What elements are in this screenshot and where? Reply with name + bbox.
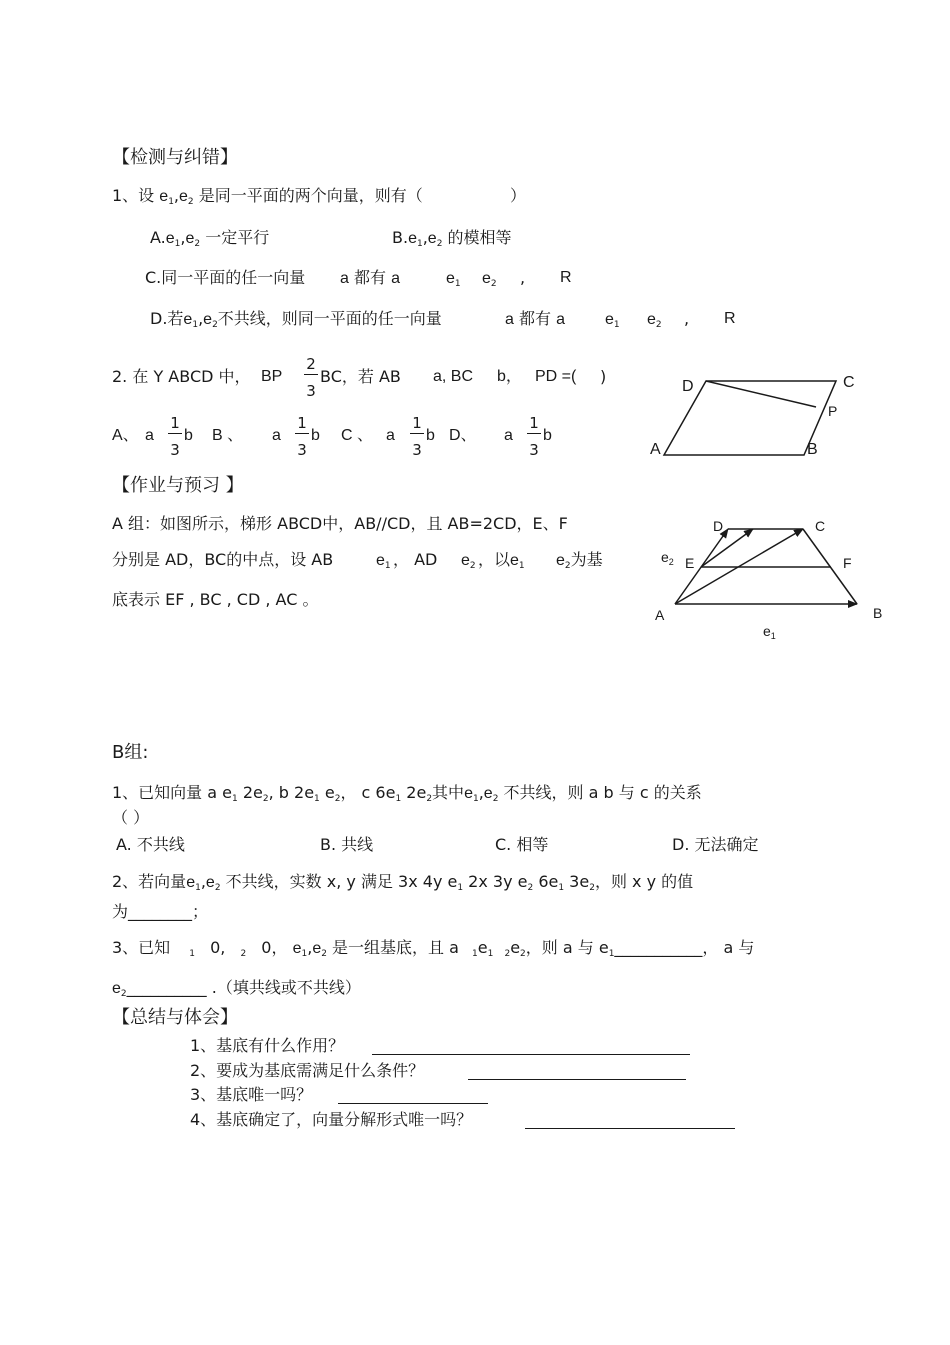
q1-stem-text: 是同一平面的两个向量，则有（ [198,186,423,205]
b-q2-e1-sub: 1 [195,883,201,893]
q1-option-b-e1: e [408,230,417,247]
group-a-e2-sub: 2 [469,561,476,571]
b-q3-line2-e: e [112,980,121,997]
b-q3-coef1-sub: 1 [472,949,478,959]
b-q1-prefix: 1、已知向量 a e [112,783,233,802]
b-q1-option-d: D. 无法确定 [672,835,759,854]
b-q2-sub-c: 1 [558,883,565,893]
b-q3-blank1[interactable]: ___________， a 与 [614,938,755,957]
q1-e2-sub: 2 [187,197,194,207]
q2-frac-bar [304,374,318,375]
point-label-p: P [828,403,838,419]
q1-option-a-label: A. [150,228,166,247]
q2-option-d-label: D、 [449,427,477,444]
q1-option-d-text: 不共线，则同一平面的任一向量 [217,309,442,328]
q1-option-d-vector [505,309,565,330]
q2-option-b-b: b [311,427,320,444]
point-label-e: E [685,555,695,571]
q2-option-a-a: a [145,427,154,444]
q1-option-c-e1-sub: 1 [454,279,461,289]
b-q3-line2-e-sub: 2 [120,989,127,999]
q1-sep: , [173,186,180,205]
q1-option-a-e1-sub: 1 [174,239,181,249]
q1-close-paren: ） [510,186,527,205]
q1-option-c [145,268,305,288]
q2-option-d-num: 1 [529,414,539,432]
q1-option-b-sep: , [422,228,428,247]
b-q2-sub-a: 1 [457,883,464,893]
b-q1-sub5: 1 [395,794,402,804]
vertex-label-d2: D [713,518,724,534]
q2-b: b， [497,368,522,385]
q1-option-b-e1-sub: 1 [416,239,423,249]
b-q2-line1 [112,872,693,898]
b-q3-e-a-sub: 1 [487,949,494,959]
q1-option-b-label: B. [392,228,409,247]
section-title-summary: 【总结与体会】 [112,1007,238,1028]
q1-option-c-has: 都有 [354,268,387,287]
b-q1-option-a: A. 不共线 [116,835,185,854]
group-a-e1-sub: 1 [384,561,391,571]
q1-option-a-e1: e [165,230,175,247]
q1-option-b-e2-sub: 2 [436,239,443,249]
q1-option-d-label: D. [150,309,168,328]
point-label-f: F [843,555,852,571]
b-q1-where: 其中 [432,783,465,802]
group-a-e1 [376,550,391,576]
q1-option-c-e2-sub: 2 [490,279,497,289]
b-q2-line2: 为________； [112,902,209,921]
b-q1-b: , b 2e [268,783,315,802]
b-q2-b: 2x 3y e [468,872,528,891]
q1-option-c-e2-letter: e [482,270,491,287]
b-q1-e1: e [464,785,473,802]
q2-option-d-b: b [543,427,552,444]
q2-option-b-bar [295,433,309,434]
vertex-label-d: D [682,378,694,395]
q1-option-d-e2b-letter: e [647,311,656,328]
summary-answer-3[interactable] [338,1089,488,1104]
section-title-group-b: B组: [112,742,149,763]
q1-option-d-e2-sub: 2 [212,320,218,330]
q1-option-d-e1-sub: 1 [192,320,199,330]
q2-option-c-bar [410,433,424,434]
q2-ab-value: a, BC [433,368,474,385]
q1-option-d-e1: e [183,311,193,328]
q1-option-b [392,228,512,254]
group-a-with-e1-sub: 1 [518,561,525,571]
b-q1-relation: 不共线，则 a b 与 c 的关系 [503,783,702,802]
group-a-e2-letter: e [461,552,470,569]
q2-option-b-a: a [272,427,281,444]
group-a-basis-text: 为基 [570,550,603,569]
q2-option-d-den: 3 [529,441,539,459]
summary-answer-1[interactable] [372,1040,690,1055]
q2-option-a-b: b [184,427,193,444]
b-q2-c: 6e [538,872,559,891]
b-q1-e1-sub: 1 [472,794,479,804]
parallelogram-figure [640,368,890,468]
q1-option-c-vector [340,268,400,289]
group-a-line1: A 组：如图所示，梯形 ABCD中，AB//CD，且 AB=2CD，E、F [112,514,568,533]
b-q1-2e-b: 2e [406,783,427,802]
q2-option-b-den: 3 [297,441,307,459]
vertex-label-b2: B [873,605,883,621]
q1-option-a-text: 一定平行 [205,228,270,247]
vertex-label-a2: A [655,607,665,623]
group-a-basis-e2-sub: 2 [564,561,571,571]
b-q1-e2-sub: 2 [492,794,499,804]
b-q3-basis: 是一组基底，且 a [332,938,459,957]
b-q1-sub3: 1 [314,794,320,804]
q2-option-a-den: 3 [170,441,180,459]
group-a-with-text: ，以 [478,550,511,569]
q1-option-c-e2 [482,268,497,294]
q1-option-c-a: a [340,270,349,287]
q1-option-d-a: a [505,311,514,328]
q2-option-c-num: 1 [412,414,422,432]
b-q1-option-c: C. 相等 [495,835,549,854]
b-q3-e2-sub: 2 [321,949,327,959]
q2-option-a-label: A、 [112,427,139,444]
vector-label-e1-sub: 1 [770,631,776,641]
b-q3-zero2: 0， [261,938,288,957]
group-a-basis [556,550,603,576]
summary-item-2: 2、要成为基底需满足什么条件？ [190,1061,425,1080]
group-a-with-e1: e [510,552,519,569]
b-q2-prefix: 2、若向量 [112,872,187,891]
section-title-homework: 【作业与预习 】 [112,475,244,496]
q1-number: 1、设 [112,186,155,205]
b-q3-e-b-sub: 2 [520,949,526,959]
b-q2-e: ，则 x y 的值 [594,872,694,891]
q2-pd: PD =( [535,368,577,385]
q1-option-d-e2b [647,309,662,335]
vector-label-e2 [661,549,674,567]
q2-option-c-den: 3 [412,441,422,459]
q1-option-c-e1 [446,268,461,294]
b-q3-e2: e [312,940,322,957]
q1-option-d-e2: e [203,311,213,328]
q2-option-b-num: 1 [297,414,307,432]
b-q3-then-sub: 1 [608,949,615,959]
q2-bc: BC，若 AB [320,367,401,386]
q1-option-d-if: 若 [167,309,184,328]
q1-option-c-r: R [560,269,572,286]
b-q2-e2-sub: 2 [214,883,221,893]
b-q2-e1: e [186,874,196,891]
b-q1-e: e [324,783,335,802]
group-a-e2 [461,550,476,576]
q2-option-d-bar [527,433,541,434]
b-q3-e1: e [292,940,302,957]
group-a-line3: 底表示 EF , BC , CD , AC 。 [112,590,319,609]
q1-option-d-e1b [605,309,620,335]
q1-e1: e [159,188,169,205]
q2-option-d-a: a [504,427,513,444]
q2-frac-num: 2 [306,355,316,373]
q2-bp: BP [261,368,283,385]
summary-item-1: 1、基底有什么作用？ [190,1036,345,1055]
q1-option-b-text: 的模相等 [447,228,512,247]
b-q1-sub1: 1 [232,794,238,804]
b-q2-sep: , [200,872,206,891]
b-q1-sub6: 2 [426,794,433,804]
q1-option-a [150,228,269,254]
b-q1-sub2: 2 [262,794,269,804]
q1-option-c-label: C. [145,268,162,287]
q1-option-c-text: 同一平面的任一向量 [161,268,306,287]
group-a-with [478,550,525,576]
group-a-e1-letter: e [376,552,385,569]
b-q3-prefix: 3、已知 [112,938,171,957]
b-q3-sep: , [307,938,313,957]
section-title-check: 【检测与纠错】 [112,147,238,168]
q1-option-d-r: R [724,310,736,327]
q1-e2: e [179,188,188,205]
q1-option-c-e1-letter: e [446,270,455,287]
b-q1-sep: , [478,783,484,802]
group-a-line2-prefix: 分别是 AD，BC的中点，设 AB [112,550,334,569]
q1-option-d-e2b-sub: 2 [655,320,662,330]
summary-item-3: 3、基底唯一吗？ [190,1085,313,1104]
q2-stem-prefix: 2. 在 Y ABCD 中， [112,367,251,386]
q1-option-c-comma: , [520,268,526,287]
summary-answer-2[interactable] [468,1065,686,1080]
b-q3-coef2-sub: 2 [504,949,511,959]
b-q1-line1 [112,783,702,809]
vector-label-e1-letter: e [763,623,771,639]
q2-option-c-label: C 、 [341,427,374,444]
b-q3-then: ，则 a 与 e [525,938,609,957]
b-q3-lambda1-sub: 1 [189,949,196,959]
q1-e1-sub: 1 [168,197,174,207]
vertex-label-c: C [843,374,855,391]
vector-label-e1 [763,623,776,641]
vector-label-e2-sub: 2 [668,557,674,567]
q2-option-b-label: B 、 [212,427,244,444]
vertex-label-b: B [807,441,818,458]
b-q1-paren: （ ） [112,808,150,827]
q2-option-a-bar [168,433,182,434]
q1-option-d [150,309,442,335]
q1-option-d-comma: , [684,309,690,328]
summary-answer-4[interactable] [525,1114,735,1129]
group-a-line2 [112,550,333,570]
b-q1-2e: 2e [242,783,263,802]
q1-option-d-a2: a [556,311,566,328]
b-q3-e1-sub: 1 [301,949,308,959]
b-q2-e2: e [205,874,215,891]
vector-label-e2-letter: e [661,549,669,565]
q1-option-d-e1b-sub: 1 [613,320,620,330]
group-a-ad: ， AD [393,550,438,569]
trapezoid-figure [645,510,905,650]
summary-item-4: 4、基底确定了，向量分解形式唯一吗？ [190,1110,473,1129]
b-q3-line1 [112,938,754,964]
q2-option-a-num: 1 [170,414,180,432]
q2-close-paren: ) [600,367,607,386]
group-a-basis-e2: e [556,552,565,569]
b-q3-e-a: e [477,938,488,957]
q1-option-d-e1b-letter: e [605,311,614,328]
b-q3-blank2[interactable]: __________ .（填共线或不共线） [126,978,361,997]
q1-option-a-e2-sub: 2 [194,239,201,249]
vertex-label-c2: C [815,518,826,534]
q1-option-a-e2: e [185,230,195,247]
b-q2-mid: 不共线，实数 x, y 满足 3x 4y e [225,872,458,891]
b-q1-c: ， c 6e [340,783,396,802]
vertex-label-a: A [650,441,661,458]
b-q3-zero1: 0, [210,938,226,957]
q1-option-c-a2: a [391,270,401,287]
b-q1-option-b: B. 共线 [320,835,374,854]
q1-option-d-has: 都有 [519,309,552,328]
q2-frac-den: 3 [306,382,316,400]
b-q2-d: 3e [569,872,590,891]
q1-option-a-sep: , [180,228,186,247]
q2-option-c-b: b [426,427,435,444]
b-q2-sub-d: 2 [589,883,595,893]
q1-stem [112,186,423,212]
b-q1-sub4: 2 [334,794,341,804]
q1-option-d-sep: , [198,309,204,328]
b-q2-sub-b: 2 [527,883,534,893]
q2-option-c-a: a [386,427,395,444]
b-q3-lambda2-sub: 2 [240,949,247,959]
b-q1-e2: e [483,785,493,802]
b-q3-line2 [112,978,361,1004]
b-q3-e-b: e [510,938,521,957]
q1-option-b-e2: e [427,230,437,247]
